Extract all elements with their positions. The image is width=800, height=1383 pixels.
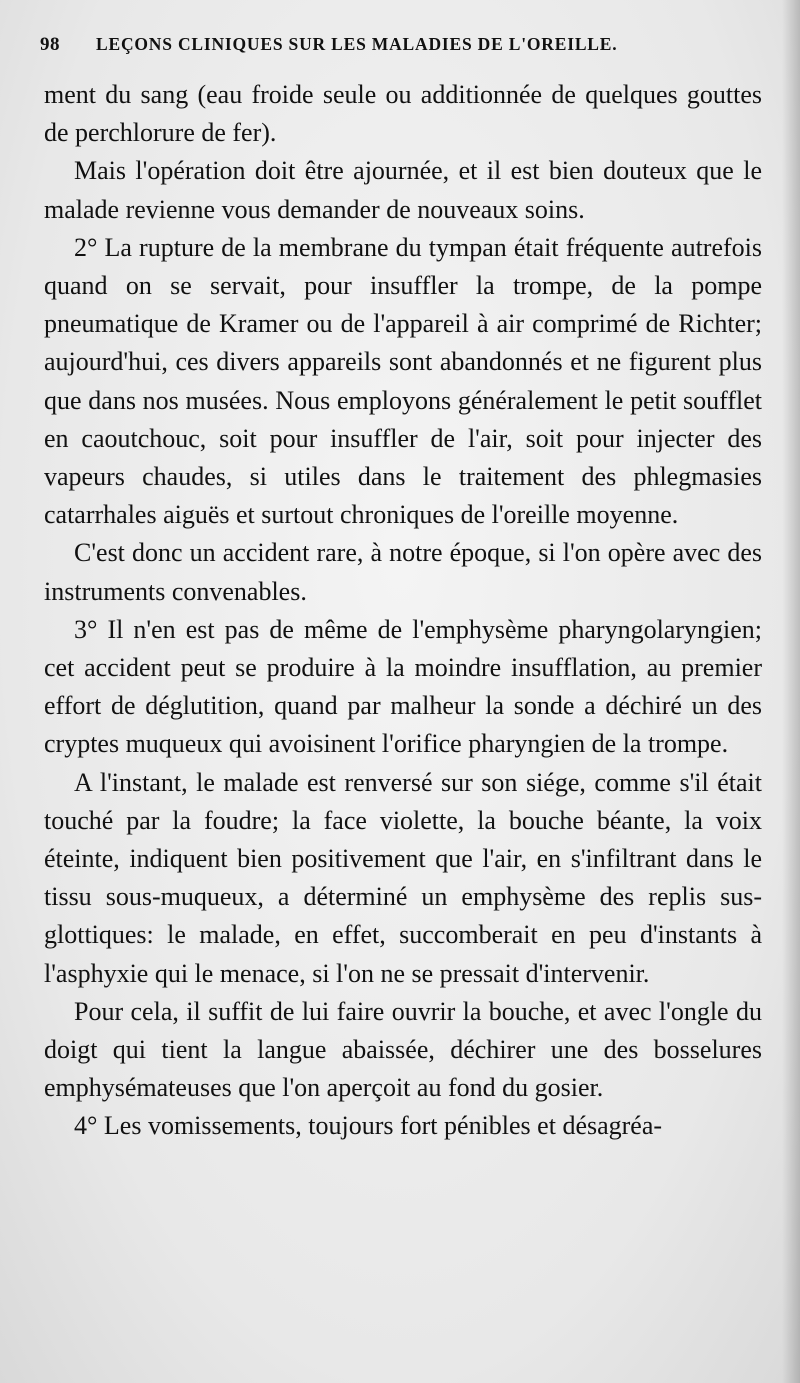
body-text [44,76,762,1146]
paragraph: Mais l'opération doit être ajournée, et il est bien douteux que le malade revienne vous demander de nouveaux soins. [44,156,762,224]
paragraph: Pour cela, il suffit de lui faire ouvrir la bouche, et avec l'ongle du doigt qui tient la langue abaissée, déchirer une des bosselures emphysémateuses que l'on aperçoit au fond du gosier. [44,996,762,1103]
running-head [40,34,760,62]
paragraph: C'est donc un accident rare, à notre époque, si l'on opère avec des instruments convenables. [44,538,762,606]
paragraph-continuation: ment du sang (eau froide seule ou additionnée de quelques gouttes de perchlorure de fer). [44,80,762,148]
page-number: 98 [40,34,60,55]
running-title: LEÇONS CLINIQUES SUR LES MALADIES DE L'OREILLE. [96,34,618,54]
paragraph: A l'instant, le malade est renversé sur son siége, comme s'il était touché par la foudre; la face violette, la bouche béante, la voix éteinte, indiquent bien positivement que l'air, en s'infiltrant dans le tissu sous-muqueux, a déterminé un emphysème des replis sus-glottiques: le malade, en effet, succomberait en peu d'instants à l'asphyxie qui le menace, si l'on ne se pressait d'intervenir. [44,767,762,988]
paragraph-item-2: 2° La rupture de la membrane du tympan était fréquente autrefois quand on se servait, pour insuffler la trompe, de la pompe pneumatique de Kramer ou de l'appareil à air comprimé de Richter; aujourd'hui, ces divers appareils sont abandonnés et ne figurent plus que dans nos musées. Nous employons généralement le petit soufflet en caoutchouc, soit pour insuffler de l'air, soit pour injecter des vapeurs chaudes, si utiles dans le traitement des phlegmasies catarrhales aiguës et surtout chroniques de l'oreille moyenne. [44,232,762,530]
paragraph-item-4: 4° Les vomissements, toujours fort pénibles et désagréa- [74,1111,663,1141]
paragraph-item-3: 3° Il n'en est pas de même de l'emphysème pharyngolaryngien; cet accident peut se produire à la moindre insufflation, au premier effort de déglutition, quand par malheur la sonde a déchiré un des cryptes muqueux qui avoisinent l'orifice pharyngien de la trompe. [44,614,762,759]
